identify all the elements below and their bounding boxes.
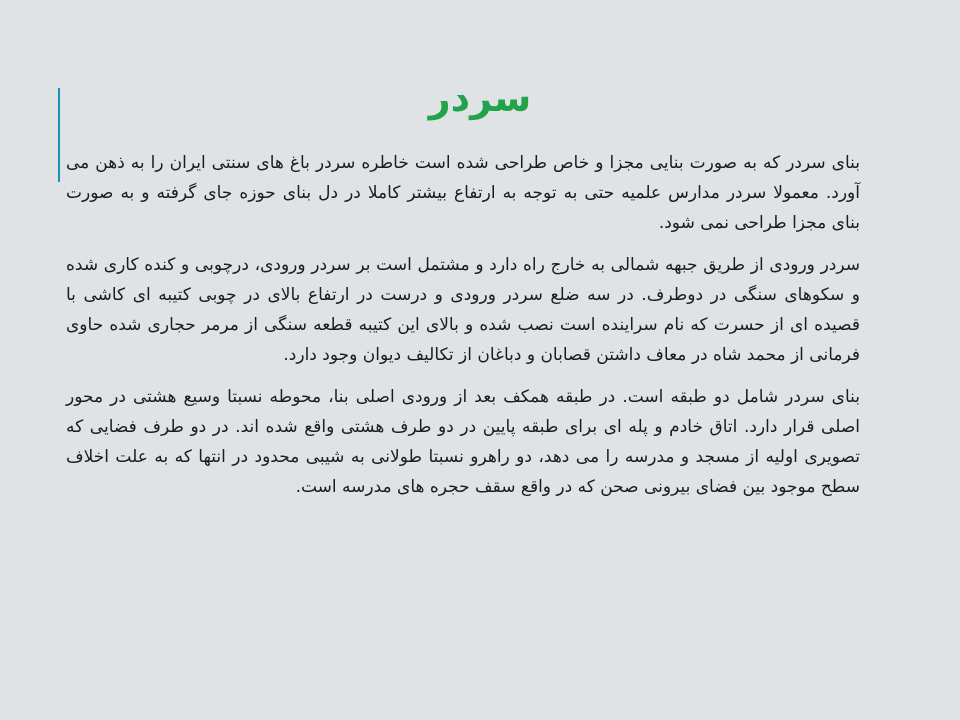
- slide-body: [66, 148, 860, 514]
- accent-bar: [58, 88, 60, 182]
- slide-title: سردر: [428, 76, 532, 120]
- body-paragraph: بنای سردر شامل دو طبقه است. در طبقه همکف بعد از ورودی اصلی بنا، محوطه نسبتا وسیع هشتی در محور اصلی قرار دارد. اتاق خادم و پله ای برای طبقه پایین در دو طرف هشتی واقع شده اند. در دو طرف فضایی که تصویری اولیه از مسجد و مدرسه را می دهد، دو راهرو نسبتا طولانی به شیبی محدود در انتها که به علت اخلاف سطح موجود بین فضای بیرونی صحن که در واقع سقف حجره های مدرسه است.: [66, 387, 860, 497]
- body-paragraph: سردر ورودی از طریق جبهه شمالی به خارج راه دارد و مشتمل است بر سردر ورودی، درچوبی و کنده کاری شده و سکوهای سنگی در دوطرف. در سه ضلع سردر ورودی و درست در ارتفاع بالای در چوبی کتیبه ای کاشی با قصیده ای از حسرت که نام سراینده است نصب شده و بالای این کتیبه قطعه سنگی از مرمر حجاری شده حاوی فرمانی از محمد شاه در معاف داشتن قصابان و دباغان از تکالیف دیوان وجود دارد.: [66, 255, 860, 365]
- body-paragraph: بنای سردر که به صورت بنایی مجزا و خاص طراحی شده است خاطره سردر باغ های سنتی ایران را به ذهن می آورد. معمولا سردر مدارس علمیه حتی به توجه به ارتفاع بیشتر کاملا در دل بنای حوزه جای گرفته و به صورت بنای مجزا طراحی نمی شود.: [66, 153, 860, 233]
